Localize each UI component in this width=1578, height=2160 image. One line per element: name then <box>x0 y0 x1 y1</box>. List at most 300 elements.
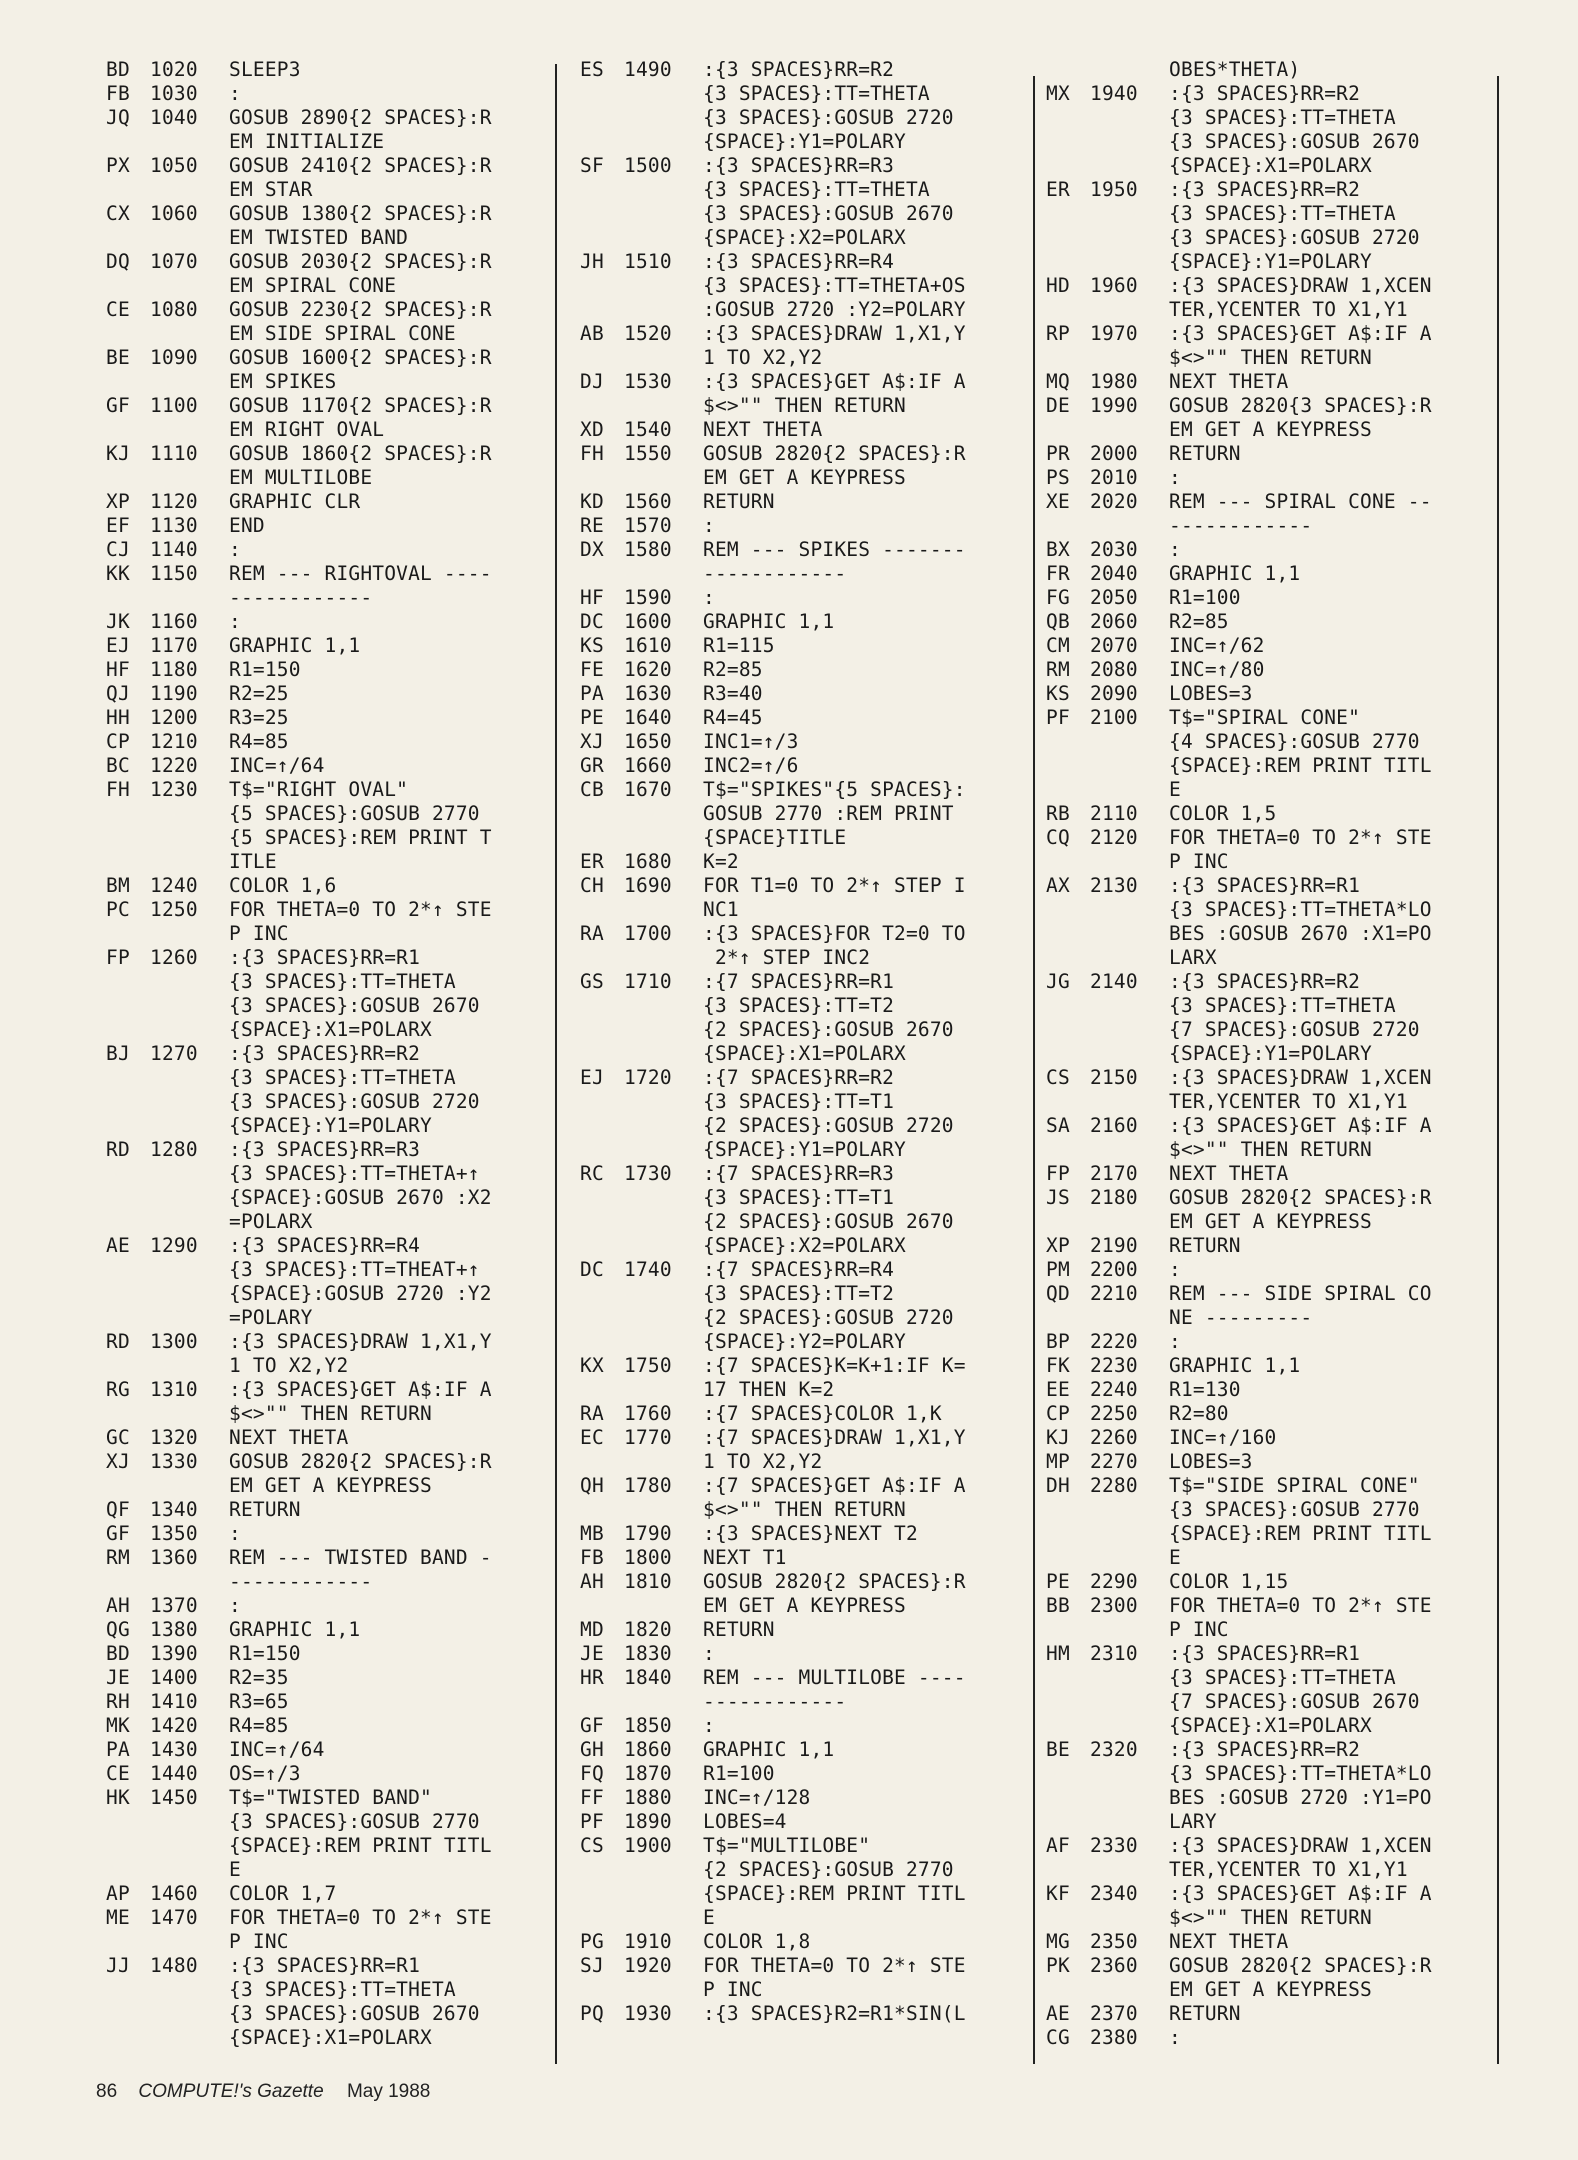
line-number <box>624 298 703 322</box>
code-text: :{3 SPACES}RR=R2 <box>1169 178 1361 201</box>
code-line-continuation <box>1046 1522 1486 1546</box>
code-text: T$="TWISTED BAND" <box>229 1786 432 1809</box>
line-number <box>1090 922 1169 946</box>
code-line <box>106 730 546 754</box>
code-text: :{3 SPACES}RR=R2 <box>1169 82 1361 105</box>
checksum: PA <box>106 1738 130 1761</box>
code-line-continuation <box>1046 1786 1486 1810</box>
line-number: 1450 <box>150 1786 198 1809</box>
checksum: QF <box>106 1498 130 1521</box>
checksum: BP <box>1046 1330 1070 1353</box>
code-text: R1=100 <box>1169 586 1241 609</box>
code-text: LOBES=3 <box>1169 682 1253 705</box>
checksum: GF <box>106 394 130 417</box>
code-line <box>106 634 546 658</box>
line-number: 2240 <box>1090 1378 1138 1401</box>
code-line-continuation <box>1046 154 1486 178</box>
code-text: : <box>703 586 715 609</box>
code-text: T$="MULTILOBE" <box>703 1834 871 1857</box>
checksum: GC <box>106 1426 130 1449</box>
code-line <box>580 1642 1020 1666</box>
line-number: 2270 <box>1090 1450 1138 1473</box>
code-text: {7 SPACES}:GOSUB 2670 <box>1169 1690 1420 1713</box>
line-number <box>624 802 703 826</box>
checksum <box>1046 994 1090 1018</box>
code-text: {SPACE}:Y2=POLARY <box>703 1330 906 1353</box>
code-line-continuation <box>106 850 546 874</box>
code-text: {SPACE}:REM PRINT TITL <box>229 1834 492 1857</box>
checksum: XD <box>580 418 604 441</box>
code-text: LARY <box>1169 1810 1217 1833</box>
checksum <box>580 1906 624 1930</box>
checksum: KK <box>106 562 130 585</box>
code-line <box>106 106 546 130</box>
line-number: 1650 <box>624 730 672 753</box>
code-text: :{3 SPACES}DRAW 1,X1,Y <box>229 1330 492 1353</box>
checksum: DC <box>580 610 604 633</box>
code-text: R4=85 <box>229 1714 289 1737</box>
line-number: 2120 <box>1090 826 1138 849</box>
code-text: :{3 SPACES}RR=R2 <box>229 1042 421 1065</box>
code-line <box>1046 1570 1486 1594</box>
line-number: 1430 <box>150 1738 198 1761</box>
code-line <box>580 514 1020 538</box>
code-line <box>1046 562 1486 586</box>
checksum: AX <box>1046 874 1070 897</box>
code-line <box>106 1690 546 1714</box>
checksum <box>1046 346 1090 370</box>
line-number: 1090 <box>150 346 198 369</box>
code-text: P INC <box>703 1978 763 2001</box>
code-line-continuation <box>1046 1090 1486 1114</box>
code-line <box>106 1762 546 1786</box>
page-footer <box>96 2081 430 2103</box>
checksum <box>580 130 624 154</box>
line-number: 1030 <box>150 82 198 105</box>
code-line-continuation <box>580 1186 1020 1210</box>
code-line-continuation <box>106 970 546 994</box>
code-line-continuation <box>1046 298 1486 322</box>
code-line-continuation <box>580 202 1020 226</box>
checksum: HM <box>1046 1642 1070 1665</box>
code-text: {2 SPACES}:GOSUB 2670 <box>703 1018 954 1041</box>
checksum: EF <box>106 514 130 537</box>
checksum <box>1046 1810 1090 1834</box>
code-text: REM --- SPIKES ------- <box>703 538 966 561</box>
code-text: R2=85 <box>703 658 763 681</box>
code-text: {SPACE}:GOSUB 2720 :Y2 <box>229 1282 492 1305</box>
code-text: : <box>1169 1258 1181 1281</box>
code-text: : <box>703 514 715 537</box>
line-number <box>1090 754 1169 778</box>
checksum: RA <box>580 922 604 945</box>
code-line-continuation <box>580 1498 1020 1522</box>
code-line <box>580 922 1020 946</box>
code-line <box>580 1714 1020 1738</box>
code-line-continuation <box>1046 1666 1486 1690</box>
code-text: =POLARX <box>229 1210 313 1233</box>
code-text: {SPACE}:Y1=POLARY <box>1169 1042 1372 1065</box>
line-number: 1770 <box>624 1426 672 1449</box>
code-text: $<>"" THEN RETURN <box>703 394 906 417</box>
code-text: :{3 SPACES}RR=R2 <box>1169 1738 1361 1761</box>
code-text: GRAPHIC 1,1 <box>1169 562 1301 585</box>
code-line-continuation <box>106 994 546 1018</box>
code-text: {3 SPACES}:TT=THETA*LO <box>1169 898 1432 921</box>
code-text: R2=80 <box>1169 1402 1229 1425</box>
code-text: :GOSUB 2720 :Y2=POLARY <box>703 298 966 321</box>
code-line <box>106 562 546 586</box>
checksum <box>106 1570 150 1594</box>
line-number <box>150 1258 229 1282</box>
code-text: {3 SPACES}:TT=THETA <box>229 970 456 993</box>
checksum: EC <box>580 1426 604 1449</box>
checksum: CX <box>106 202 130 225</box>
line-number: 1670 <box>624 778 672 801</box>
checksum <box>1046 1618 1090 1642</box>
line-number: 1370 <box>150 1594 198 1617</box>
code-text: TER,YCENTER TO X1,Y1 <box>1169 1090 1408 1113</box>
code-line <box>1046 82 1486 106</box>
checksum <box>1046 1306 1090 1330</box>
checksum <box>106 226 150 250</box>
line-number: 1920 <box>624 1954 672 1977</box>
checksum <box>580 1234 624 1258</box>
line-number <box>1090 1210 1169 1234</box>
checksum: AE <box>106 1234 130 1257</box>
checksum <box>106 1090 150 1114</box>
code-line-continuation <box>1046 1042 1486 1066</box>
line-number <box>1090 106 1169 130</box>
code-text: ------------ <box>229 1570 373 1593</box>
checksum <box>1046 1042 1090 1066</box>
line-number <box>150 370 229 394</box>
checksum: FB <box>580 1546 604 1569</box>
code-line-continuation <box>580 1378 1020 1402</box>
line-number: 1120 <box>150 490 198 513</box>
code-text: NEXT THETA <box>1169 370 1289 393</box>
line-number: 1930 <box>624 2002 672 2025</box>
code-text: {3 SPACES}:GOSUB 2720 <box>229 1090 480 1113</box>
code-text: P INC <box>229 922 289 945</box>
code-text: :{3 SPACES}RR=R1 <box>229 946 421 969</box>
code-text: {SPACE}:REM PRINT TITL <box>1169 1522 1432 1545</box>
line-number <box>624 274 703 298</box>
code-line <box>106 298 546 322</box>
code-text: TER,YCENTER TO X1,Y1 <box>1169 298 1408 321</box>
line-number <box>624 466 703 490</box>
code-text: :{3 SPACES}FOR T2=0 TO <box>703 922 966 945</box>
checksum: KS <box>1046 682 1070 705</box>
checksum <box>106 1306 150 1330</box>
code-line <box>1046 682 1486 706</box>
code-line-continuation <box>580 994 1020 1018</box>
checksum: DC <box>580 1258 604 1281</box>
line-number: 1390 <box>150 1642 198 1665</box>
code-line <box>1046 1234 1486 1258</box>
code-line-continuation <box>106 466 546 490</box>
code-text: E <box>229 1858 241 1881</box>
code-line-continuation <box>1046 346 1486 370</box>
code-text: {SPACE}:Y1=POLARY <box>703 130 906 153</box>
line-number: 1170 <box>150 634 198 657</box>
code-text: ------------ <box>1169 514 1313 537</box>
checksum: DE <box>1046 394 1070 417</box>
line-number <box>1090 298 1169 322</box>
line-number: 1210 <box>150 730 198 753</box>
code-line <box>580 1570 1020 1594</box>
code-line-continuation <box>580 1306 1020 1330</box>
checksum: DH <box>1046 1474 1070 1497</box>
code-text: {3 SPACES}:GOSUB 2770 <box>1169 1498 1420 1521</box>
checksum <box>106 1930 150 1954</box>
code-text: {3 SPACES}:TT=THETA <box>703 178 930 201</box>
line-number <box>150 2002 229 2026</box>
code-line <box>106 442 546 466</box>
code-line-continuation <box>1046 1762 1486 1786</box>
checksum: XP <box>106 490 130 513</box>
code-text: : <box>229 1594 241 1617</box>
code-line <box>1046 1594 1486 1618</box>
code-text: :{3 SPACES}RR=R4 <box>703 250 895 273</box>
line-number: 2020 <box>1090 490 1138 513</box>
code-text: :{3 SPACES}RR=R1 <box>229 1954 421 1977</box>
checksum: KJ <box>1046 1426 1070 1449</box>
code-text: R4=45 <box>703 706 763 729</box>
code-line-continuation <box>580 1330 1020 1354</box>
line-number: 1880 <box>624 1786 672 1809</box>
line-number <box>150 1162 229 1186</box>
line-number <box>150 1858 229 1882</box>
line-number <box>624 1378 703 1402</box>
code-line <box>1046 586 1486 610</box>
code-line-continuation <box>1046 1546 1486 1570</box>
code-line <box>106 1138 546 1162</box>
line-number <box>624 1450 703 1474</box>
code-line <box>1046 802 1486 826</box>
code-text: REM --- MULTILOBE ---- <box>703 1666 966 1689</box>
line-number: 1400 <box>150 1666 198 1689</box>
code-line-continuation <box>1046 130 1486 154</box>
line-number: 2320 <box>1090 1738 1138 1761</box>
code-line <box>1046 178 1486 202</box>
code-text: NEXT T1 <box>703 1546 787 1569</box>
checksum <box>1046 1786 1090 1810</box>
line-number <box>150 1066 229 1090</box>
code-text: {3 SPACES}:GOSUB 2720 <box>1169 226 1420 249</box>
checksum: PE <box>1046 1570 1070 1593</box>
code-line-continuation <box>106 1018 546 1042</box>
checksum: HH <box>106 706 130 729</box>
checksum: MB <box>580 1522 604 1545</box>
checksum: CM <box>1046 634 1070 657</box>
code-line-continuation <box>1046 1618 1486 1642</box>
checksum: KS <box>580 634 604 657</box>
line-number: 1620 <box>624 658 672 681</box>
checksum <box>580 1306 624 1330</box>
checksum: CB <box>580 778 604 801</box>
line-number <box>1090 850 1169 874</box>
code-line <box>106 658 546 682</box>
code-line <box>580 610 1020 634</box>
checksum: BD <box>106 1642 130 1665</box>
line-number: 1460 <box>150 1882 198 1905</box>
code-line <box>580 754 1020 778</box>
checksum <box>106 1402 150 1426</box>
checksum <box>1046 1018 1090 1042</box>
code-text: INC=↑/160 <box>1169 1426 1277 1449</box>
code-text: RETURN <box>1169 1234 1241 1257</box>
line-number <box>1090 1978 1169 2002</box>
code-line-continuation <box>106 1978 546 2002</box>
line-number <box>624 1114 703 1138</box>
code-line <box>1046 1738 1486 1762</box>
code-text: GRAPHIC 1,1 <box>703 610 835 633</box>
code-line-continuation <box>1046 58 1486 82</box>
checksum: RM <box>1046 658 1070 681</box>
code-line-continuation <box>580 1042 1020 1066</box>
line-number <box>624 1498 703 1522</box>
checksum <box>1046 1522 1090 1546</box>
code-line-continuation <box>1046 418 1486 442</box>
code-text: P INC <box>1169 1618 1229 1641</box>
code-line <box>580 586 1020 610</box>
code-line <box>1046 274 1486 298</box>
checksum <box>106 1858 150 1882</box>
checksum <box>106 1066 150 1090</box>
line-number <box>624 82 703 106</box>
code-text: : <box>1169 466 1181 489</box>
code-line-continuation <box>580 1594 1020 1618</box>
code-line-continuation <box>106 130 546 154</box>
code-line <box>1046 1402 1486 1426</box>
code-line <box>106 1522 546 1546</box>
code-text: NEXT THETA <box>229 1426 349 1449</box>
code-line <box>106 514 546 538</box>
code-line <box>106 610 546 634</box>
listing-column-2 <box>580 58 1020 2026</box>
line-number <box>1090 418 1169 442</box>
line-number: 2030 <box>1090 538 1138 561</box>
code-line <box>580 778 1020 802</box>
line-number <box>1090 346 1169 370</box>
code-text: {3 SPACES}:TT=THETA+OS <box>703 274 966 297</box>
code-line-continuation <box>1046 1906 1486 1930</box>
checksum <box>1046 1498 1090 1522</box>
line-number <box>624 1138 703 1162</box>
line-number <box>150 178 229 202</box>
code-line-continuation <box>106 370 546 394</box>
checksum: QG <box>106 1618 130 1641</box>
code-line <box>1046 1834 1486 1858</box>
code-text: : <box>703 1642 715 1665</box>
checksum <box>580 994 624 1018</box>
code-line-continuation <box>1046 514 1486 538</box>
line-number: 1020 <box>150 58 198 81</box>
code-line <box>580 322 1020 346</box>
checksum <box>580 298 624 322</box>
checksum: AH <box>106 1594 130 1617</box>
code-text: INC=↑/64 <box>229 1738 325 1761</box>
code-text: {2 SPACES}:GOSUB 2720 <box>703 1306 954 1329</box>
checksum <box>106 970 150 994</box>
line-number: 1230 <box>150 778 198 801</box>
line-number: 1970 <box>1090 322 1138 345</box>
checksum <box>106 178 150 202</box>
code-line <box>580 58 1020 82</box>
code-line-continuation <box>580 346 1020 370</box>
code-text: :{7 SPACES}COLOR 1,K <box>703 1402 942 1425</box>
code-text: :{3 SPACES}DRAW 1,XCEN <box>1169 1834 1432 1857</box>
checksum <box>580 202 624 226</box>
code-text: R1=150 <box>229 658 301 681</box>
checksum: AB <box>580 322 604 345</box>
code-text: R2=35 <box>229 1666 289 1689</box>
checksum: FQ <box>580 1762 604 1785</box>
code-line-continuation <box>1046 1858 1486 1882</box>
code-text: {SPACE}TITLE <box>703 826 847 849</box>
checksum <box>1046 250 1090 274</box>
code-text: R1=115 <box>703 634 775 657</box>
code-line-continuation <box>106 826 546 850</box>
checksum <box>1046 298 1090 322</box>
code-line-continuation <box>580 178 1020 202</box>
code-text: LOBES=3 <box>1169 1450 1253 1473</box>
checksum <box>106 1834 150 1858</box>
code-text: :{3 SPACES}RR=R2 <box>1169 970 1361 993</box>
checksum: AP <box>106 1882 130 1905</box>
code-line-continuation <box>106 1930 546 1954</box>
line-number: 1590 <box>624 586 672 609</box>
code-line <box>1046 634 1486 658</box>
code-line <box>106 250 546 274</box>
code-line-continuation <box>580 562 1020 586</box>
checksum <box>1046 1906 1090 1930</box>
line-number: 2000 <box>1090 442 1138 465</box>
checksum <box>1046 1762 1090 1786</box>
code-line <box>1046 442 1486 466</box>
checksum: KF <box>1046 1882 1070 1905</box>
code-line <box>1046 2026 1486 2050</box>
checksum: EJ <box>106 634 130 657</box>
line-number <box>624 562 703 586</box>
checksum: BB <box>1046 1594 1070 1617</box>
line-number <box>1090 154 1169 178</box>
code-text: E <box>1169 778 1181 801</box>
line-number: 1150 <box>150 562 198 585</box>
code-line-continuation <box>580 1882 1020 1906</box>
line-number <box>1090 1018 1169 1042</box>
code-line-continuation <box>580 1906 1020 1930</box>
code-text: COLOR 1,7 <box>229 1882 337 1905</box>
checksum <box>580 1018 624 1042</box>
code-line-continuation <box>1046 1810 1486 1834</box>
checksum: SF <box>580 154 604 177</box>
code-line <box>580 1258 1020 1282</box>
line-number <box>1090 898 1169 922</box>
line-number <box>1090 1762 1169 1786</box>
code-line-continuation <box>106 178 546 202</box>
checksum: HD <box>1046 274 1070 297</box>
code-line-continuation <box>106 802 546 826</box>
line-number: 1240 <box>150 874 198 897</box>
code-line-continuation <box>580 1978 1020 2002</box>
checksum <box>1046 154 1090 178</box>
checksum <box>580 1114 624 1138</box>
code-line <box>580 730 1020 754</box>
checksum <box>106 922 150 946</box>
code-text: NC1 <box>703 898 739 921</box>
